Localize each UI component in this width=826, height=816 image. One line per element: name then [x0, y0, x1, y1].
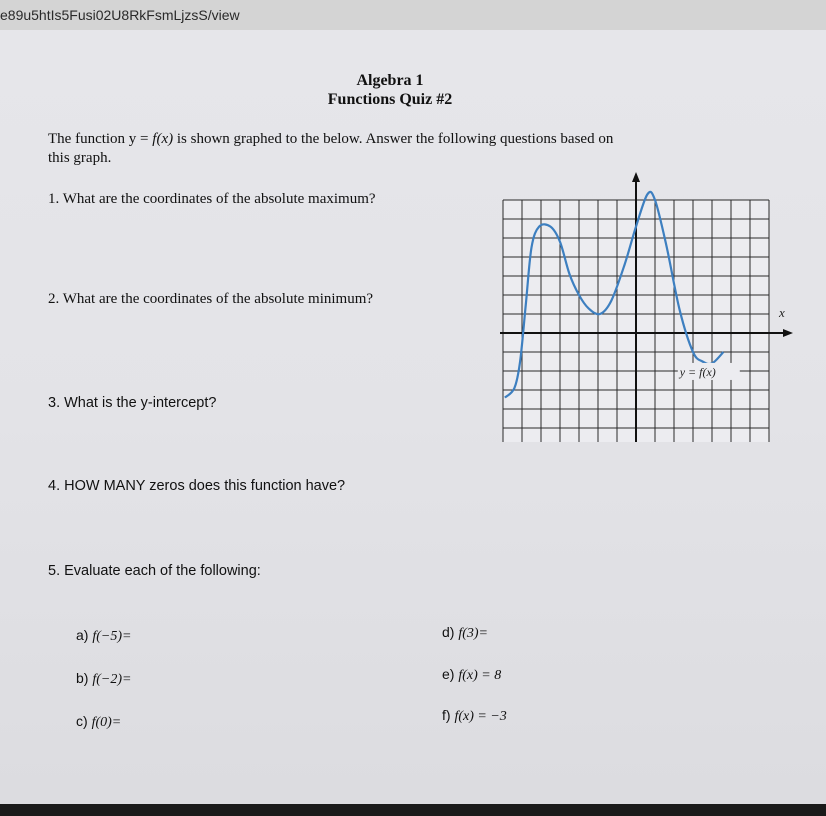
question-1: 1. What are the coordinates of the absolute maximum? — [48, 191, 376, 207]
eval-c — [76, 713, 121, 731]
eval-d — [442, 624, 488, 642]
eval-f-expr: f(x) = −3 — [454, 709, 507, 724]
curve-label: y = f(x) — [679, 364, 716, 379]
question-5: 5. Evaluate each of the following: — [48, 563, 261, 579]
intro-line-1 — [48, 131, 613, 148]
eval-b-letter: b) — [76, 670, 89, 686]
eval-a-expr: f(−5)= — [92, 629, 132, 644]
eval-e — [442, 666, 501, 684]
eval-a — [76, 627, 131, 645]
quiz-sheet — [0, 30, 826, 804]
intro-suffix: is shown graphed to the below. Answer the following questions based on — [173, 131, 614, 147]
eval-a-letter: a) — [76, 627, 89, 643]
quiz-title: Functions Quiz #2 — [327, 91, 453, 108]
function-graph — [500, 170, 800, 442]
intro-line-2: this graph. — [48, 150, 112, 166]
intro-fx: f(x) — [152, 131, 174, 147]
course-title: Algebra 1 — [356, 72, 424, 89]
question-4: 4. HOW MANY zeros does this function have? — [48, 478, 346, 494]
eval-c-expr: f(0)= — [91, 715, 122, 730]
x-axis-label: x — [779, 305, 785, 320]
eval-e-expr: f(x) = 8 — [458, 668, 502, 683]
url-text: e89u5htIs5Fusi02U8RkFsmLjzsS/view — [0, 7, 240, 23]
intro-prefix: The function y = — [48, 131, 153, 147]
question-2: 2. What are the coordinates of the absolute minimum? — [48, 291, 374, 307]
question-3: 3. What is the y-intercept? — [48, 395, 217, 411]
eval-d-expr: f(3)= — [458, 626, 489, 641]
eval-f — [442, 707, 507, 725]
eval-d-letter: d) — [442, 624, 455, 640]
eval-b — [76, 670, 131, 688]
url-bar[interactable] — [0, 0, 826, 31]
eval-f-letter: f) — [442, 707, 451, 723]
eval-e-letter: e) — [442, 666, 455, 682]
eval-b-expr: f(−2)= — [92, 672, 132, 687]
eval-c-letter: c) — [76, 713, 88, 729]
x-axis-arrow — [783, 329, 793, 337]
y-axis-arrow — [632, 172, 640, 182]
bottom-bar — [0, 804, 826, 816]
